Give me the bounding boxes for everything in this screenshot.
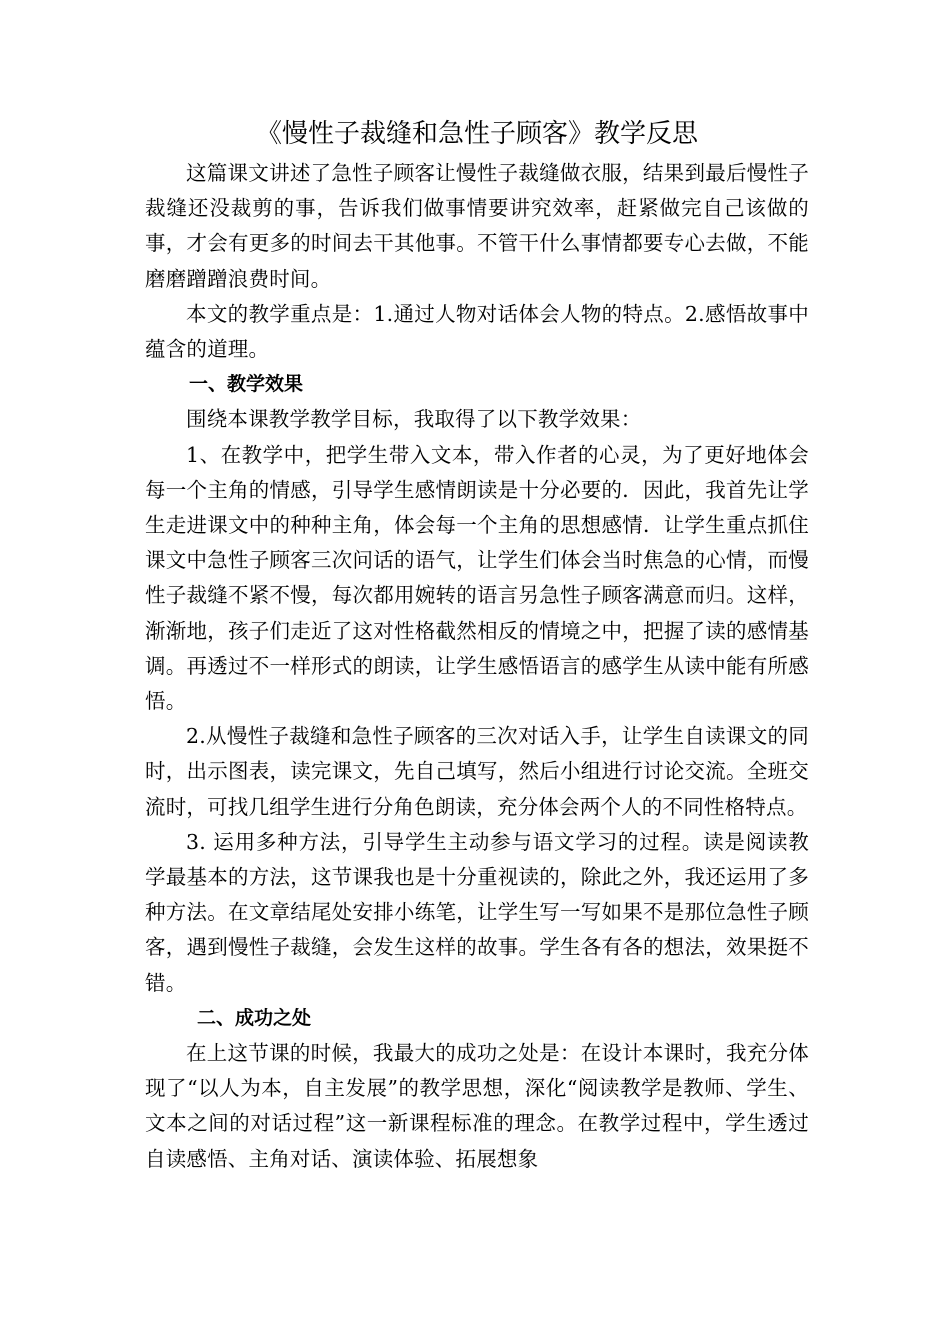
intro-paragraph-1: 这篇课文讲述了急性子顾客让慢性子裁缝做衣服，结果到最后慢性子裁缝还没裁剪的事，告诉我们做事情要讲究效率，赶紧做完自己该做的事，才会有更多的时间去干其他事。不管干什么事情都要专心去做，不能磨磨蹭蹭浪费时间。 [145, 161, 809, 291]
section1-paragraph-2: 1、在教学中，把学生带入文本，带入作者的心灵，为了更好地体会每一个主角的情感，引导学生感情朗读是十分必要的．因此，我首先让学生走进课文中的种种主角，体会每一个主角的思想感情．让学生重点抓住课文中急性子顾客三次问话的语气，让学生们体会当时焦急的心情，而慢性子裁缝不紧不慢，每次都用婉转的语言另急性子顾客满意而归。这样，渐渐地，孩子们走近了这对性格截然相反的情境之中，把握了读的感情基调。再透过不一样形式的朗读，让学生感悟语言的感学生从读中能有所感悟。 [145, 442, 809, 714]
document-title: 《慢性子裁缝和急性子顾客》教学反思 [255, 119, 698, 149]
section1-paragraph-4: 3. 运用多种方法，引导学生主动参与语文学习的过程。读是阅读教学最基本的方法，这节课我也是十分重视读的，除此之外，我还运用了多种方法。在文章结尾处安排小练笔，让学生写一写如果不是那位急性子顾客，遇到慢性子裁缝，会发生这样的故事。学生各有各的想法，效果挺不错。 [145, 829, 809, 995]
section2-paragraph-1: 在上这节课的时候，我最大的成功之处是：在设计本课时，我充分体现了“以人为本，自主发展”的教学思想，深化“阅读教学是教师、学生、文本之间的对话过程”这一新课程标准的理念。在教学过程中，学生透过自读感悟、主角对话、演读体验、拓展想象 [145, 1041, 809, 1171]
section-heading-teaching-effect: 一、教学效果 [189, 373, 304, 396]
document-page [145, 112, 809, 1177]
section1-paragraph-1: 围绕本课教学教学目标，我取得了以下教学效果： [186, 407, 642, 432]
section1-paragraph-3: 2.从慢性子裁缝和急性子顾客的三次对话入手，让学生自读课文的同时，出示图表，读完课文，先自己填写，然后小组进行讨论交流。全班交流时，可找几组学生进行分角色朗读，充分体会两个人的不同性格特点。 [145, 724, 809, 819]
intro-paragraph-2: 本文的教学重点是：1.通过人物对话体会人物的特点。2.感悟故事中蕴含的道理。 [145, 301, 809, 362]
section-heading-success: 二、成功之处 [197, 1006, 312, 1029]
